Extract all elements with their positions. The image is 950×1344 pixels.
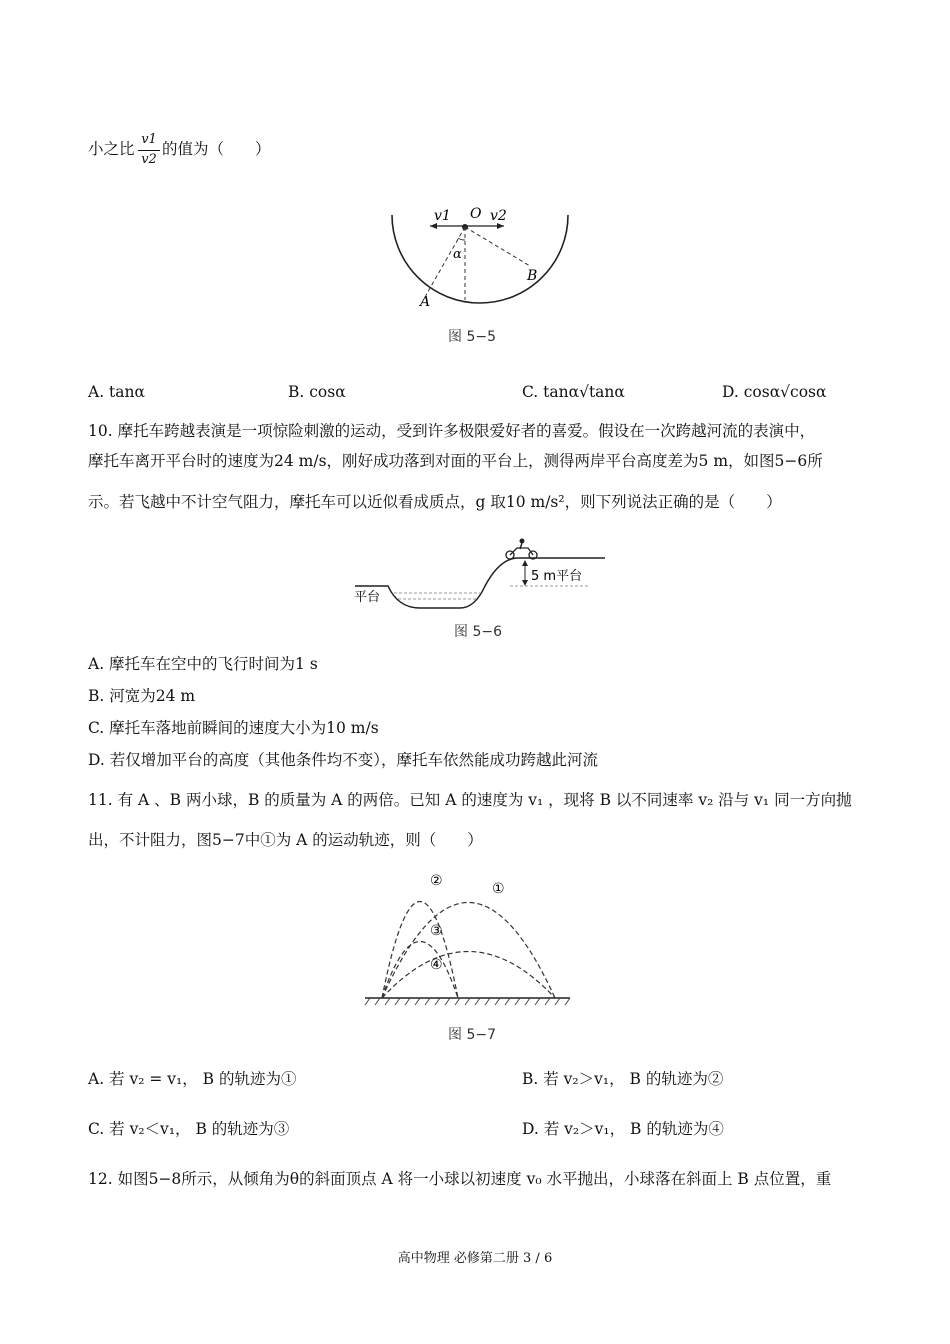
q9-frac-denominator: v2 xyxy=(141,152,157,167)
q9-option-d: D. cosα√cosα xyxy=(722,383,827,401)
q11-line-1: 11. 有 A 、B 两小球，B 的质量为 A 的两倍。已知 A 的速度为 v₁ ，现将 B 以不同速率 v₂ 沿与 v₁ 同一方向抛 xyxy=(88,791,852,809)
figure-5-7 xyxy=(360,865,580,1015)
q9-option-a: A. tanα xyxy=(88,383,145,401)
q11-option-a: A. 若 v₂ = v₁， B 的轨迹为① xyxy=(88,1070,297,1088)
figure-5-5 xyxy=(380,200,580,315)
semicircle-track xyxy=(392,215,568,303)
q11-option-c: C. 若 v₂＜v₁， B 的轨迹为③ xyxy=(88,1120,290,1138)
trajectory-1 xyxy=(382,903,555,999)
q12-line-1: 12. 如图5−8所示，从倾角为θ的斜面顶点 A 将一小球以初速度 v₀ 水平抛出，小球落在斜面上 B 点位置，重 xyxy=(88,1170,832,1188)
q11-option-d: D. 若 v₂＞v₁， B 的轨迹为④ xyxy=(522,1120,724,1138)
trajectory-4 xyxy=(382,952,555,999)
figure-5-7-caption: 图 5−7 xyxy=(448,1027,496,1043)
q10-option-d: D. 若仅增加平台的高度（其他条件均不变），摩托车依然能成功跨越此河流 xyxy=(88,751,598,769)
ground-hatching xyxy=(365,998,570,1005)
label-v1: v1 xyxy=(434,208,451,224)
q10-option-a: A. 摩托车在空中的飞行时间为1 s xyxy=(88,655,318,673)
q9-frac-bar xyxy=(138,150,160,151)
motorcycle-icon xyxy=(506,539,537,560)
line-o-to-b xyxy=(465,227,530,266)
label-alpha: α xyxy=(453,247,462,262)
label-left-platform: 平台 xyxy=(354,590,381,605)
label-v2: v2 xyxy=(490,208,507,224)
label-a: A xyxy=(420,294,431,310)
q9-frac-numerator: v1 xyxy=(141,132,157,147)
q9-option-b: B. cosα xyxy=(288,383,346,401)
q9-tail-suffix: 的值为（ ） xyxy=(162,140,271,158)
figure-5-5-caption: 图 5−5 xyxy=(448,329,496,345)
label-o: O xyxy=(470,206,482,222)
q9-option-c: C. tanα√tanα xyxy=(522,383,625,401)
q10-option-c: C. 摩托车落地前瞬间的速度大小为10 m/s xyxy=(88,719,379,737)
q10-line-2: 摩托车离开平台时的速度为24 m/s，刚好成功落到对面的平台上，测得两岸平台高度差为5 m，如图5−6所 xyxy=(88,452,823,470)
page-footer: 高中物理 必修第二册 3 / 6 xyxy=(397,1251,553,1266)
q10-line-1: 10. 摩托车跨越表演是一项惊险刺激的运动，受到许多极限爱好者的喜爱。假设在一次跨越河流的表演中， xyxy=(88,422,816,440)
label-height: 5 m平台 xyxy=(531,569,583,584)
height-arrow-up xyxy=(522,560,528,566)
q11-option-b: B. 若 v₂＞v₁， B 的轨迹为② xyxy=(522,1070,724,1088)
trajectory-label-2: ② xyxy=(430,873,443,889)
trajectory-label-3: ③ xyxy=(430,923,443,939)
figure-5-6 xyxy=(350,538,610,618)
trajectory-label-4: ④ xyxy=(430,957,443,973)
label-b: B xyxy=(527,268,538,284)
q10-line-3: 示。若飞越中不计空气阻力，摩托车可以近似看成质点，g 取10 m/s²，则下列说法正确的是（ ） xyxy=(88,493,782,511)
alpha-arc xyxy=(458,238,465,240)
trajectory-label-1: ① xyxy=(492,881,505,897)
figure-5-6-caption: 图 5−6 xyxy=(454,624,502,640)
height-arrow-down xyxy=(522,580,528,586)
trajectory-2 xyxy=(382,902,458,999)
q11-line-2: 出，不计阻力，图5−7中①为 A 的运动轨迹，则（ ） xyxy=(88,831,483,849)
q10-option-b: B. 河宽为24 m xyxy=(88,687,196,705)
q9-tail-prefix: 小之比 xyxy=(88,140,135,158)
